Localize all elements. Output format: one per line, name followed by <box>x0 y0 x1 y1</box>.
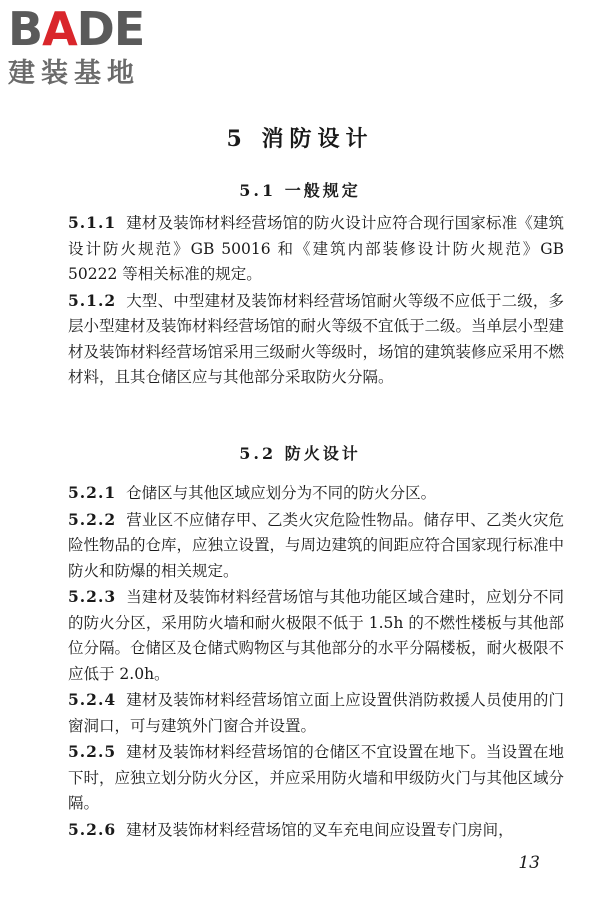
clause <box>68 817 564 844</box>
clause-text: 建材及装饰材料经营场馆的叉车充电间应设置专门房间， <box>126 820 514 839</box>
clause-number: 5.2.4 <box>68 690 117 709</box>
logo <box>8 4 183 96</box>
clause-text: 营业区不应储存甲、乙类火灾危险性物品。储存甲、乙类火灾危险性物品的仓库，应独立设置，与周边建筑的间距应符合国家现行标准中防火和防爆的相关规定。 <box>68 510 565 580</box>
clause-text: 建材及装饰材料经营场馆立面上应设置供消防救援人员使用的门窗洞口，可与建筑外门窗合并设置。 <box>68 691 564 735</box>
clause-text: 建材及装饰材料经营场馆的防火设计应符合现行国家标准《建筑设计防火规范》GB 50016 和《建筑内部装修设计防火规范》GB 50222 等相关标准的规定。 <box>68 214 564 283</box>
clause-number: 5.2.1 <box>68 483 117 502</box>
logo-subtitle: 建装基地 <box>8 58 140 89</box>
clause-text: 当建材及装饰材料经营场馆与其他功能区域合建时，应划分不同的防火分区，采用防火墙和耐火极限不低于 1.5h 的不燃性楼板与其他部位分隔。仓储区及仓储式购物区与其他部分的水平分隔楼板，耐火极限不应低于 2.0h。 <box>68 588 565 683</box>
section-5-1-body <box>68 210 564 391</box>
clause <box>68 739 564 817</box>
section-5-2-body <box>68 480 564 843</box>
clause-number: 5.2.2 <box>68 509 117 529</box>
logo-wordmark: BADE <box>8 2 145 56</box>
clause <box>68 210 564 288</box>
chapter-title: 5 消防设计 <box>226 126 374 152</box>
clause-number: 5.2.3 <box>68 587 117 606</box>
clause-text: 建材及装饰材料经营场馆的仓储区不宜设置在地下。当设置在地下时，应独立划分防火分区，并应采用防火墙和甲级防火门与其他区域分隔。 <box>68 743 565 812</box>
clause <box>68 687 564 739</box>
clause <box>68 584 564 687</box>
clause-number: 5.2.6 <box>68 819 117 839</box>
section-title: 5.2 防火设计 <box>239 444 361 463</box>
clause-number: 5.1.1 <box>68 213 117 232</box>
section-title: 5.1 一般规定 <box>239 181 361 200</box>
clause-text: 大型、中型建材及装饰材料经营场馆耐火等级不应低于二级，多层小型建材及装饰材料经营场馆的耐火等级不宜低于二级。当单层小型建材及装饰材料经营场馆采用三级耐火等级时，场馆的建筑装修应采用不燃材料，且其仓储区应与其他部分采取防火分隔。 <box>68 291 565 386</box>
clause <box>68 288 564 391</box>
clause <box>68 507 564 585</box>
clause-number: 5.2.5 <box>68 742 117 761</box>
clause-number: 5.1.2 <box>68 290 117 310</box>
page-number: 13 <box>518 853 540 873</box>
clause-text: 仓储区与其他区域应划分为不同的防火分区。 <box>126 484 437 502</box>
clause <box>68 480 564 507</box>
